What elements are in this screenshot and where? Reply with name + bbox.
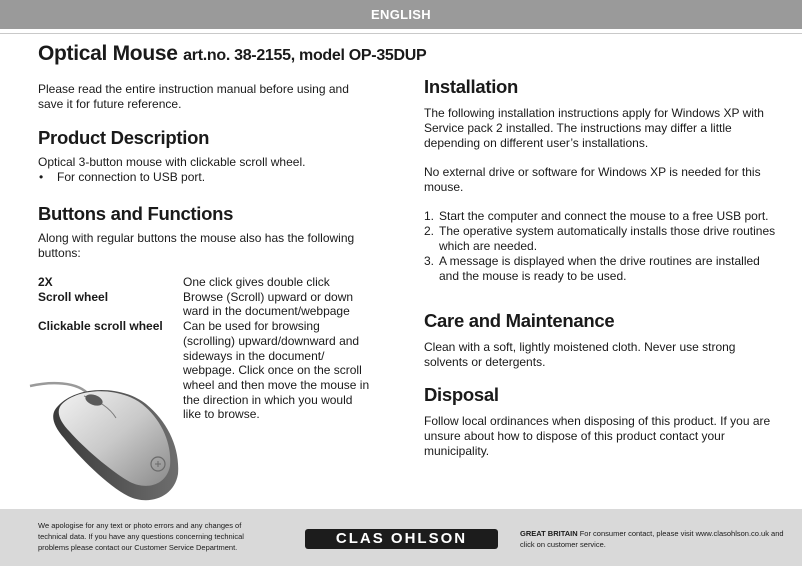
list-item xyxy=(424,254,776,284)
step-number: 3. xyxy=(424,254,435,268)
list-item xyxy=(424,209,776,224)
installation-section xyxy=(424,76,776,284)
table-row xyxy=(38,275,373,290)
button-description: Can be used for browsing (scrolling) upward/downward and sideways in the document/ webpage. Click once on the scroll wheel and then move the mouse in the direction in which you would like to browse. xyxy=(183,319,370,422)
buttons-functions-section xyxy=(38,203,373,261)
button-name: 2X xyxy=(38,275,53,289)
table-row xyxy=(38,284,373,319)
product-description-heading: Product Description xyxy=(38,127,210,148)
title-model: art.no. 38-2155, model OP-35DUP xyxy=(183,47,427,64)
language-label: ENGLISH xyxy=(371,7,431,22)
buttons-functions-text: Along with regular buttons the mouse also has the following buttons: xyxy=(38,231,355,260)
installation-heading: Installation xyxy=(424,76,519,97)
care-text: Clean with a soft, lightly moistened cloth. Never use strong solvents or detergents. xyxy=(424,340,736,369)
installation-paragraph-2: No external drive or software for Windows XP is needed for this mouse. xyxy=(424,165,761,194)
language-bar xyxy=(0,0,802,29)
step-text: A message is displayed when the drive routines are installed and the mouse is ready to be used. xyxy=(439,254,760,283)
care-heading: Care and Maintenance xyxy=(424,310,615,331)
step-text: The operative system automatically installs those drive routines which are needed. xyxy=(439,224,776,253)
step-text: Start the computer and connect the mouse to a free USB port. xyxy=(439,209,769,223)
optical-mouse-image xyxy=(28,378,198,508)
product-description-text: Optical 3-button mouse with clickable scroll wheel. xyxy=(38,155,306,169)
step-number: 1. xyxy=(424,209,435,223)
disposal-text: Follow local ordinances when disposing of this product. If you are unsure about how to dispose of this product contact your municipality. xyxy=(424,414,771,458)
footer-country: GREAT BRITAIN xyxy=(520,529,578,538)
installation-paragraph-1: The following installation instructions apply for Windows XP with Service pack 2 installed. The instructions may differ a little depending on different user’s installations. xyxy=(424,106,764,150)
disposal-heading: Disposal xyxy=(424,384,499,405)
bullet-mark: • xyxy=(39,170,44,184)
button-description: Browse (Scroll) upward or down ward in the document/webpage xyxy=(183,289,354,319)
footer-contact-text: For consumer contact, please visit www.clasohlson.co.uk and click on customer service. xyxy=(520,529,784,549)
footer-contact xyxy=(520,528,790,550)
intro-text: Please read the entire instruction manual before using and save it for future reference. xyxy=(38,82,349,111)
page-title xyxy=(38,42,426,66)
button-name: Scroll wheel xyxy=(38,289,109,304)
step-number: 2. xyxy=(424,224,435,238)
bullet-text: For connection to USB port. xyxy=(57,170,206,184)
button-name: Clickable scroll wheel xyxy=(38,319,163,334)
product-description-section xyxy=(38,127,373,185)
title-main: Optical Mouse xyxy=(38,42,184,65)
care-section xyxy=(424,310,776,370)
buttons-functions-heading: Buttons and Functions xyxy=(38,203,234,224)
clas-ohlson-logo: CLAS OHLSON xyxy=(305,529,498,549)
button-description: One click gives double click xyxy=(183,275,330,289)
intro-paragraph xyxy=(38,82,373,112)
disposal-section xyxy=(424,384,776,459)
installation-steps xyxy=(424,209,776,284)
footer-disclaimer: We apologise for any text or photo errors and any changes of technical data. If you have any questions concerning technical problems please contact our Customer Service Department. xyxy=(38,521,244,552)
header-divider xyxy=(0,33,802,34)
product-description-bullet xyxy=(38,170,373,185)
list-item xyxy=(424,224,776,254)
